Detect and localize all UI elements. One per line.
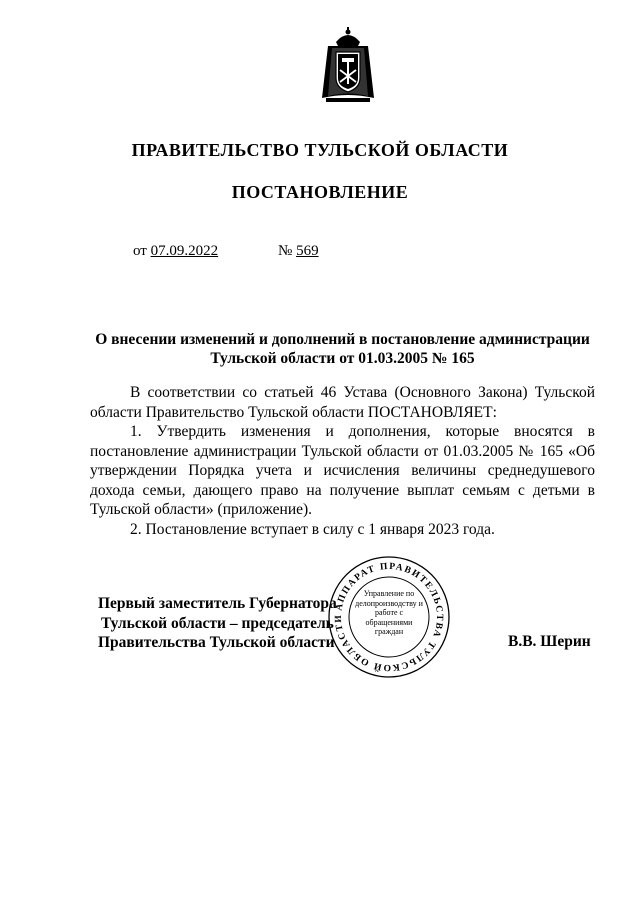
- document-number: [278, 243, 319, 260]
- body-paragraph-3: 2. Постановление вступает в силу с 1 января 2023 года.: [130, 520, 495, 538]
- date-value: 07.09.2022: [150, 243, 219, 259]
- signatory-name: В.В. Шерин: [508, 633, 591, 650]
- number-prefix: №: [278, 243, 293, 259]
- document-type: ПОСТАНОВЛЕНИЕ: [231, 182, 409, 202]
- signatory-line-3: Правительства Тульской области: [98, 634, 335, 651]
- date-prefix: от: [133, 243, 147, 259]
- coat-of-arms-emblem: [318, 26, 378, 106]
- stamp-center-text: Управление по делопроизводству и работе с обращениями граждан: [355, 589, 423, 636]
- document-heading: [90, 330, 595, 368]
- government-title: ПРАВИТЕЛЬСТВО ТУЛЬСКОЙ ОБЛАСТИ: [131, 140, 509, 160]
- number-value: 569: [296, 243, 319, 259]
- official-stamp: [327, 555, 451, 679]
- body-paragraph-1: В соответствии со статьей 46 Устава (Основного Закона) Тульской области Правительство Тульской области ПОСТАНОВЛЯЕТ:: [90, 384, 595, 421]
- signatory-title: [98, 594, 337, 653]
- heading-line-1: О внесении изменений и дополнений в постановление администрации: [95, 331, 590, 348]
- signatory-line-1: Первый заместитель Губернатора: [98, 595, 337, 612]
- signatory-line-2: Тульской области – председатель: [101, 614, 334, 632]
- heading-line-2: Тульской области от 01.03.2005 № 165: [210, 350, 475, 367]
- document-body: [90, 383, 595, 539]
- body-paragraph-2: 1. Утвердить изменения и дополнения, которые вносятся в постановление администрации Тульской области от 01.03.2005 № 165 «Об утверждении Порядка учета и исчисления величины среднедушевого дохода семьи, дающего право на получение выплат семьям с детьми в Тульской области» (приложение).: [90, 423, 595, 518]
- document-date: [133, 243, 218, 260]
- stamp-ring-text: АППАРАТ ПРАВИТЕЛЬСТВА ТУЛЬСКОЙ ОБЛАСТИ: [333, 561, 445, 673]
